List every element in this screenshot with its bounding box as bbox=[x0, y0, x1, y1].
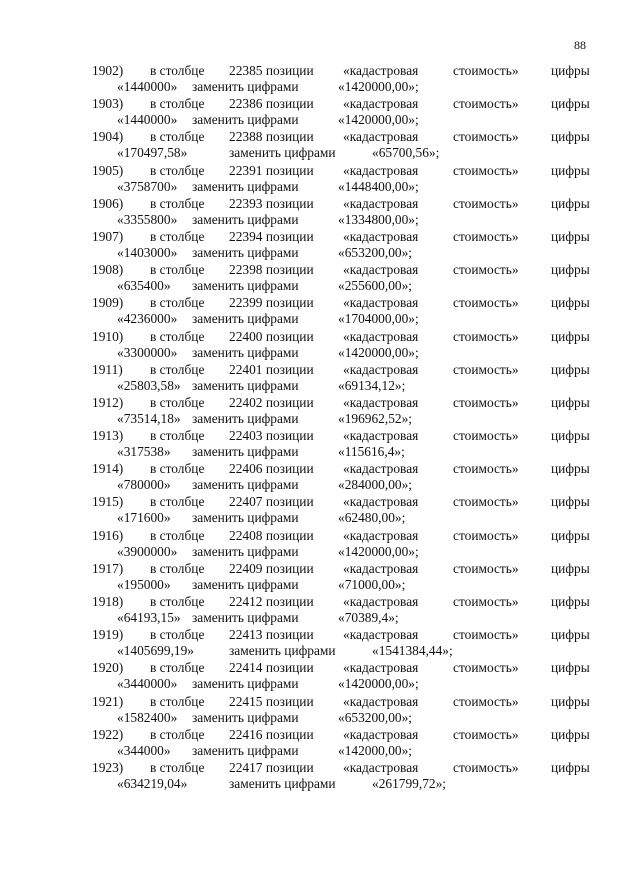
item-number: 1902) bbox=[92, 63, 124, 78]
new-value: «70389,4»; bbox=[338, 610, 399, 625]
cost-text: стоимость» bbox=[453, 361, 519, 377]
new-value: «1704000,00»; bbox=[338, 311, 419, 327]
new-value: «1448400,00»; bbox=[338, 178, 419, 194]
item-number: 1913) bbox=[92, 428, 124, 444]
digits-text: цифры bbox=[551, 262, 590, 278]
digits-text: цифры bbox=[551, 394, 590, 410]
replace-text: заменить цифрами bbox=[192, 311, 299, 327]
replace-text: заменить цифрами bbox=[192, 610, 299, 625]
replace-text: заменить цифрами bbox=[192, 543, 299, 559]
position-text: 22398 позиции bbox=[229, 262, 314, 278]
amendment-item bbox=[0, 229, 640, 262]
digits-text: цифры bbox=[551, 560, 590, 576]
new-value: «653200,00»; bbox=[338, 244, 413, 260]
cost-text: стоимость» bbox=[453, 594, 519, 609]
cadastral-text: «кадастровая bbox=[343, 328, 419, 344]
in-column-text: в столбце bbox=[150, 394, 205, 410]
amendment-item bbox=[0, 428, 640, 461]
in-column-text: в столбце bbox=[150, 129, 205, 145]
amendment-item bbox=[0, 694, 640, 727]
digits-text: цифры bbox=[551, 328, 590, 344]
digits-text: цифры bbox=[551, 759, 590, 775]
cadastral-text: «кадастровая bbox=[343, 660, 419, 676]
digits-text: цифры bbox=[551, 63, 590, 78]
cost-text: стоимость» bbox=[453, 63, 519, 78]
amendment-item bbox=[0, 129, 640, 162]
amendment-item bbox=[0, 329, 640, 362]
cost-text: стоимость» bbox=[453, 295, 519, 311]
cadastral-text: «кадастровая bbox=[343, 262, 419, 278]
cost-text: стоимость» bbox=[453, 129, 519, 145]
in-column-text: в столбце bbox=[150, 660, 205, 676]
replace-text: заменить цифрами bbox=[192, 510, 299, 526]
old-value: «170497,58» bbox=[117, 145, 188, 161]
amendment-item bbox=[0, 295, 640, 328]
old-value: «1582400» bbox=[117, 709, 178, 725]
old-value: «3300000» bbox=[117, 344, 178, 360]
cadastral-text: «кадастровая bbox=[343, 295, 419, 311]
old-value: «3440000» bbox=[117, 676, 178, 692]
replace-text: заменить цифрами bbox=[229, 643, 336, 659]
replace-text: заменить цифрами bbox=[192, 742, 299, 758]
amendment-list bbox=[0, 63, 640, 793]
replace-text: заменить цифрами bbox=[192, 79, 299, 94]
amendment-item bbox=[0, 196, 640, 229]
amendment-item bbox=[0, 163, 640, 196]
cadastral-text: «кадастровая bbox=[343, 627, 419, 643]
cost-text: стоимость» bbox=[453, 759, 519, 775]
amendment-item bbox=[0, 594, 640, 627]
digits-text: цифры bbox=[551, 594, 590, 609]
item-number: 1908) bbox=[92, 262, 124, 278]
digits-text: цифры bbox=[551, 96, 590, 112]
cost-text: стоимость» bbox=[453, 162, 519, 178]
position-text: 22409 позиции bbox=[229, 560, 314, 576]
old-value: «73514,18» bbox=[117, 410, 181, 426]
digits-text: цифры bbox=[551, 295, 590, 311]
amendment-item bbox=[0, 627, 640, 660]
position-text: 22417 позиции bbox=[229, 759, 314, 775]
in-column-text: в столбце bbox=[150, 627, 205, 643]
position-text: 22414 позиции bbox=[229, 660, 314, 676]
new-value: «69134,12»; bbox=[338, 377, 406, 393]
cadastral-text: «кадастровая bbox=[343, 461, 419, 477]
old-value: «344000» bbox=[117, 742, 171, 758]
in-column-text: в столбце bbox=[150, 63, 205, 78]
position-text: 22416 позиции bbox=[229, 726, 314, 742]
old-value: «195000» bbox=[117, 576, 171, 592]
in-column-text: в столбце bbox=[150, 162, 205, 178]
in-column-text: в столбце bbox=[150, 494, 205, 510]
new-value: «1334800,00»; bbox=[338, 211, 419, 227]
replace-text: заменить цифрами bbox=[192, 278, 299, 294]
position-text: 22393 позиции bbox=[229, 195, 314, 211]
position-text: 22413 позиции bbox=[229, 627, 314, 643]
item-number: 1918) bbox=[92, 594, 124, 609]
replace-text: заменить цифрами bbox=[192, 211, 299, 227]
new-value: «1420000,00»; bbox=[338, 112, 419, 128]
digits-text: цифры bbox=[551, 162, 590, 178]
replace-text: заменить цифрами bbox=[192, 344, 299, 360]
replace-text: заменить цифрами bbox=[229, 775, 336, 791]
in-column-text: в столбце bbox=[150, 527, 205, 543]
digits-text: цифры bbox=[551, 627, 590, 643]
item-number: 1910) bbox=[92, 328, 124, 344]
old-value: «635400» bbox=[117, 278, 171, 294]
new-value: «65700,56»; bbox=[372, 145, 440, 161]
new-value: «196962,52»; bbox=[338, 410, 413, 426]
digits-text: цифры bbox=[551, 461, 590, 477]
old-value: «1440000» bbox=[117, 112, 178, 128]
in-column-text: в столбце bbox=[150, 328, 205, 344]
cost-text: стоимость» bbox=[453, 328, 519, 344]
cadastral-text: «кадастровая bbox=[343, 394, 419, 410]
amendment-item bbox=[0, 760, 640, 793]
digits-text: цифры bbox=[551, 228, 590, 244]
new-value: «261799,72»; bbox=[372, 775, 447, 791]
cadastral-text: «кадастровая bbox=[343, 693, 419, 709]
in-column-text: в столбце bbox=[150, 262, 205, 278]
cadastral-text: «кадастровая bbox=[343, 361, 419, 377]
cost-text: стоимость» bbox=[453, 627, 519, 643]
old-value: «1403000» bbox=[117, 244, 178, 260]
cost-text: стоимость» bbox=[453, 494, 519, 510]
item-number: 1904) bbox=[92, 129, 124, 145]
item-number: 1917) bbox=[92, 560, 124, 576]
new-value: «71000,00»; bbox=[338, 576, 406, 592]
amendment-item bbox=[0, 660, 640, 693]
old-value: «3758700» bbox=[117, 178, 178, 194]
cadastral-text: «кадастровая bbox=[343, 162, 419, 178]
replace-text: заменить цифрами bbox=[192, 178, 299, 194]
cost-text: стоимость» bbox=[453, 262, 519, 278]
cost-text: стоимость» bbox=[453, 693, 519, 709]
cadastral-text: «кадастровая bbox=[343, 195, 419, 211]
in-column-text: в столбце bbox=[150, 693, 205, 709]
position-text: 22394 позиции bbox=[229, 228, 314, 244]
replace-text: заменить цифрами bbox=[192, 112, 299, 128]
item-number: 1921) bbox=[92, 693, 124, 709]
old-value: «25803,58» bbox=[117, 377, 181, 393]
position-text: 22399 позиции bbox=[229, 295, 314, 311]
digits-text: цифры bbox=[551, 195, 590, 211]
amendment-item bbox=[0, 528, 640, 561]
cadastral-text: «кадастровая bbox=[343, 527, 419, 543]
item-number: 1920) bbox=[92, 660, 124, 676]
new-value: «1541384,44»; bbox=[372, 643, 453, 659]
new-value: «62480,00»; bbox=[338, 510, 406, 526]
cadastral-text: «кадастровая bbox=[343, 228, 419, 244]
replace-text: заменить цифрами bbox=[192, 377, 299, 393]
amendment-item bbox=[0, 262, 640, 295]
in-column-text: в столбце bbox=[150, 560, 205, 576]
cost-text: стоимость» bbox=[453, 461, 519, 477]
new-value: «255600,00»; bbox=[338, 278, 413, 294]
amendment-item bbox=[0, 96, 640, 129]
position-text: 22407 позиции bbox=[229, 494, 314, 510]
digits-text: цифры bbox=[551, 494, 590, 510]
old-value: «1440000» bbox=[117, 79, 178, 94]
item-number: 1922) bbox=[92, 726, 124, 742]
position-text: 22401 позиции bbox=[229, 361, 314, 377]
cost-text: стоимость» bbox=[453, 96, 519, 112]
new-value: «115616,4»; bbox=[338, 444, 405, 460]
new-value: «1420000,00»; bbox=[338, 676, 419, 692]
in-column-text: в столбце bbox=[150, 295, 205, 311]
amendment-item bbox=[0, 63, 640, 96]
replace-text: заменить цифрами bbox=[192, 676, 299, 692]
new-value: «1420000,00»; bbox=[338, 344, 419, 360]
in-column-text: в столбце bbox=[150, 228, 205, 244]
digits-text: цифры bbox=[551, 361, 590, 377]
in-column-text: в столбце bbox=[150, 96, 205, 112]
replace-text: заменить цифрами bbox=[229, 145, 336, 161]
old-value: «4236000» bbox=[117, 311, 178, 327]
cadastral-text: «кадастровая bbox=[343, 63, 419, 78]
item-number: 1916) bbox=[92, 527, 124, 543]
in-column-text: в столбце bbox=[150, 461, 205, 477]
position-text: 22406 позиции bbox=[229, 461, 314, 477]
item-number: 1914) bbox=[92, 461, 124, 477]
item-number: 1912) bbox=[92, 394, 124, 410]
replace-text: заменить цифрами bbox=[192, 244, 299, 260]
new-value: «284000,00»; bbox=[338, 477, 413, 493]
cost-text: стоимость» bbox=[453, 195, 519, 211]
in-column-text: в столбце bbox=[150, 726, 205, 742]
cadastral-text: «кадастровая bbox=[343, 726, 419, 742]
cadastral-text: «кадастровая bbox=[343, 759, 419, 775]
position-text: 22391 позиции bbox=[229, 162, 314, 178]
position-text: 22402 позиции bbox=[229, 394, 314, 410]
old-value: «64193,15» bbox=[117, 610, 181, 625]
in-column-text: в столбце bbox=[150, 759, 205, 775]
amendment-item bbox=[0, 395, 640, 428]
item-number: 1903) bbox=[92, 96, 124, 112]
digits-text: цифры bbox=[551, 726, 590, 742]
item-number: 1911) bbox=[92, 361, 123, 377]
in-column-text: в столбце bbox=[150, 361, 205, 377]
replace-text: заменить цифрами bbox=[192, 576, 299, 592]
cost-text: стоимость» bbox=[453, 228, 519, 244]
old-value: «171600» bbox=[117, 510, 171, 526]
cost-text: стоимость» bbox=[453, 527, 519, 543]
old-value: «317538» bbox=[117, 444, 171, 460]
position-text: 22388 позиции bbox=[229, 129, 314, 145]
cost-text: стоимость» bbox=[453, 428, 519, 444]
position-text: 22403 позиции bbox=[229, 428, 314, 444]
cost-text: стоимость» bbox=[453, 660, 519, 676]
old-value: «1405699,19» bbox=[117, 643, 194, 659]
position-text: 22385 позиции bbox=[229, 63, 314, 78]
cadastral-text: «кадастровая bbox=[343, 96, 419, 112]
replace-text: заменить цифрами bbox=[192, 410, 299, 426]
new-value: «653200,00»; bbox=[338, 709, 413, 725]
new-value: «142000,00»; bbox=[338, 742, 413, 758]
position-text: 22415 позиции bbox=[229, 693, 314, 709]
digits-text: цифры bbox=[551, 660, 590, 676]
replace-text: заменить цифрами bbox=[192, 444, 299, 460]
digits-text: цифры bbox=[551, 693, 590, 709]
cadastral-text: «кадастровая bbox=[343, 428, 419, 444]
position-text: 22412 позиции bbox=[229, 594, 314, 609]
amendment-item bbox=[0, 461, 640, 494]
cost-text: стоимость» bbox=[453, 560, 519, 576]
cost-text: стоимость» bbox=[453, 726, 519, 742]
digits-text: цифры bbox=[551, 129, 590, 145]
new-value: «1420000,00»; bbox=[338, 79, 419, 94]
digits-text: цифры bbox=[551, 527, 590, 543]
replace-text: заменить цифрами bbox=[192, 477, 299, 493]
item-number: 1907) bbox=[92, 228, 124, 244]
cadastral-text: «кадастровая bbox=[343, 494, 419, 510]
amendment-item bbox=[0, 561, 640, 594]
position-text: 22400 позиции bbox=[229, 328, 314, 344]
position-text: 22408 позиции bbox=[229, 527, 314, 543]
item-number: 1923) bbox=[92, 759, 124, 775]
item-number: 1915) bbox=[92, 494, 124, 510]
item-number: 1905) bbox=[92, 162, 124, 178]
cadastral-text: «кадастровая bbox=[343, 594, 419, 609]
item-number: 1919) bbox=[92, 627, 124, 643]
amendment-item bbox=[0, 727, 640, 760]
old-value: «780000» bbox=[117, 477, 171, 493]
old-value: «3355800» bbox=[117, 211, 178, 227]
amendment-item bbox=[0, 362, 640, 395]
new-value: «1420000,00»; bbox=[338, 543, 419, 559]
in-column-text: в столбце bbox=[150, 594, 205, 609]
old-value: «634219,04» bbox=[117, 775, 188, 791]
replace-text: заменить цифрами bbox=[192, 709, 299, 725]
old-value: «3900000» bbox=[117, 543, 178, 559]
digits-text: цифры bbox=[551, 428, 590, 444]
item-number: 1906) bbox=[92, 195, 124, 211]
cadastral-text: «кадастровая bbox=[343, 129, 419, 145]
cost-text: стоимость» bbox=[453, 394, 519, 410]
in-column-text: в столбце bbox=[150, 428, 205, 444]
position-text: 22386 позиции bbox=[229, 96, 314, 112]
cadastral-text: «кадастровая bbox=[343, 560, 419, 576]
item-number: 1909) bbox=[92, 295, 124, 311]
amendment-item bbox=[0, 494, 640, 527]
page-number: 88 bbox=[574, 38, 586, 52]
in-column-text: в столбце bbox=[150, 195, 205, 211]
